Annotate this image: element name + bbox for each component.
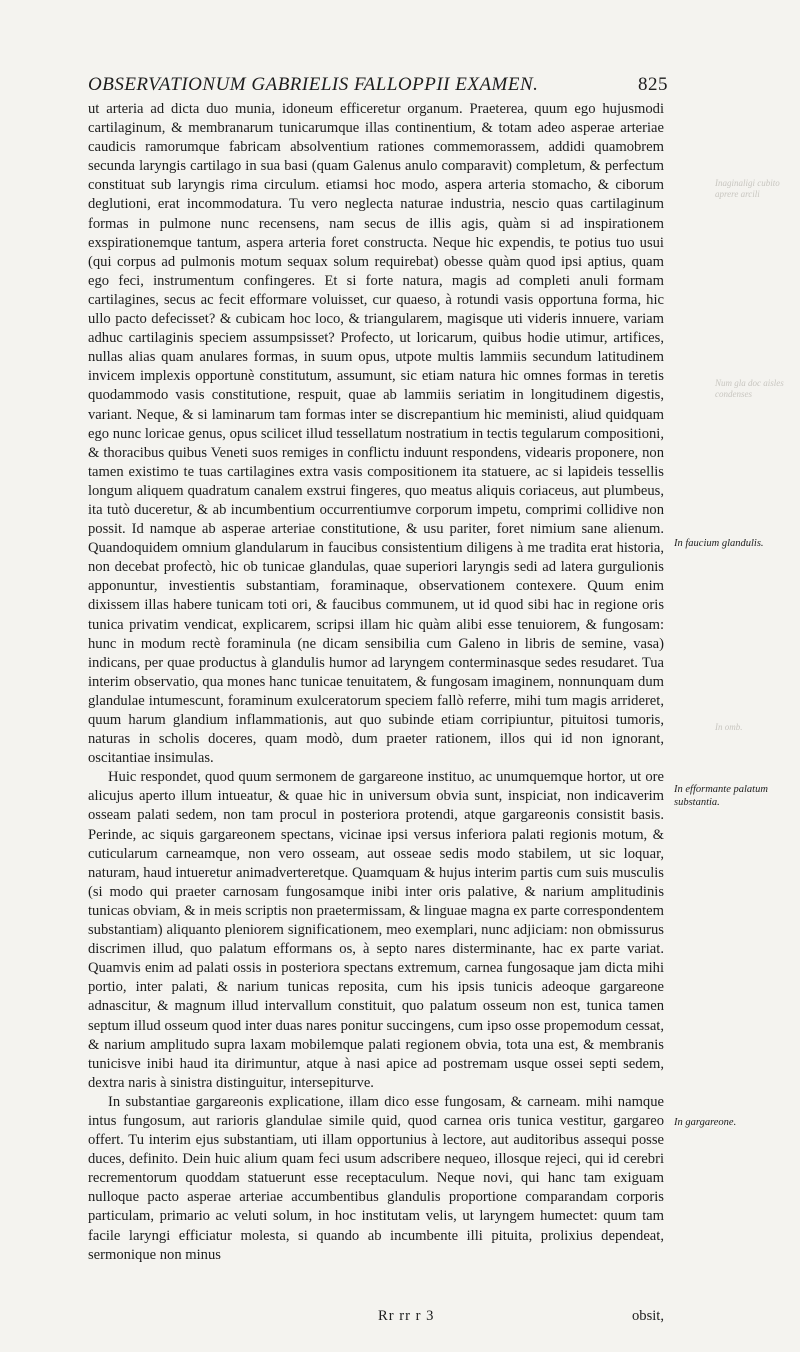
signature-mark: Rr rr r 3 <box>378 1308 435 1324</box>
running-header <box>88 74 668 96</box>
bleed-through-note-1: Inaginaligi cubito aprere arcili <box>715 178 780 199</box>
paragraph-1: ut arteria ad dicta duo munia, idoneum efficeretur organum. Praeterea, quum ego hujusmodi cartilaginum, & membranarum tunicarumque illas continentium, & totam adeo asperae arteriae caudicis ramorumque fabricam absolventium rationes commemorassem, addidi quamobrem secunda laryngis cartilago in sua basi (quam Galenus anulo comparavit) completum, & perfectum constituat sub laryngis rima circulum. etiamsi hoc modo, aspera arteria stomacho, & ciborum deglutioni, erat incommodatura. Tu vero neglecta naturae industria, nescio quas cartilaginum formas in pulmone nunc recensens, nam secus de illis agis, quàm si ad inspirationem exspirationemque tantum, aspera arteria foret constructa. Neque hic expendis, te potius tuo usui (qui corpus ad pulmonis motum sequax solum requirebat) obesse quàm quod ipsi aptius, quam ego feci, instrumentum confingeres. Et si forte natura, magis ad completi anuli formam cartilagines, secus ac fecit efformare voluisset, cur quaeso, à rotundi vasis opportuna forma, hic ullo pacto defecisset? & cubicam hoc loco, & triangularem, magisque uti videris innuere, variam adhuc cartilaginis speciem assumpsisset? Profecto, ut loricarum, quibus hodie utimur, artifices, nullas alias quam anulares formas, in suum opus, utpote multis lammiis secundum latitudinem invicem implexis opportunè constitutum, assumunt, sic etiam natura hic omnes formas in teretis quodammodo vasis constitutione, respuit, quae ab lammiis seriatim in longitudinem digestis, variant. Neque, & si laminarum tam formas inter se discrepantium hic meministi, aliud quidquam ego nunc loricae genus, opus scilicet illud tessellatum nostratium in tectis tegularum compositioni, & thoracibus quibus Veneti suos remiges in conflictu induunt respondens, videaris proponere, non tamen existimo te tuas cartilagines extra vasis compositionem ita statuere, ac si lapideis tessellis longum aliquem quadratum canalem exstrui fingeres, quo meatus aliquis coriaceus, aut plumbeus, ita tutò duceretur, & ab incumbentium occurrentiumve corporum impetu, comprimi collidive non possit. Id namque ab asperae arteriae constitutione, & usu pariter, foret nimium sane alienum. Quandoquidem omnium glandularum in faucibus consistentium diligens à me tradita erat historia, non decebat profectò, hic ob tunicae glandulas, quae superiori laryngis sedi ad latera gurgulionis apponuntur, investientis substantiam, foraminaque, observationem contexere. Quum enim dixissem illas habere tunicam toti ori, & faucibus communem, ut id quod sibi hac in regione oris tunica privatim vendicat, explicarem, scripsi illam hic quàm alibi esse tenuiorem, & fungosam: hunc in modum rectè foraminula (ne dicam sensibilia cum Galeno in libris de semine, vasa) indicans, per quae productus à glandulis humor ad laryngem conterminasque sedes resudaret. Tua interim observatio, qua mones hanc tunicae tenuitatem, & fungosam imaginem, nonnunquam dum glandulae intumescunt, foraminum exulceratorum speciem fallò referre, mihi tum magis arrideret, quum harum glandium inflammationis, aut quo subinde etiam corripiuntur, pituitosi tumoris, naturas in scholis doceres, quam modò, dum praeter rationem, illos qui id non ignorant, oscitantiae insimulas. <box>88 101 664 767</box>
bleed-through-note-3: In omb. <box>715 722 743 732</box>
catchword: obsit, <box>631 1308 664 1324</box>
body-text <box>88 100 664 1265</box>
margin-note-faucium: In faucium glandulis. <box>674 538 764 549</box>
running-title: OBSERVATIONUM GABRIELIS FALLOPPII EXAMEN. <box>88 74 539 95</box>
paragraph-3: In substantiae gargareonis explicatione, illam dico esse fungosam, & carneam. mihi namque intus fungosum, aut rarioris glandulae simile quid, quod carnea oris tunica vestitur, gargareo offert. Tu interim ejus substantiam, uti illam opportunius à lectore, aut auditoribus assequi posse duces, definito. Dein huic alium quam feci usum adscribere nequeo, illosque rejeci, qui id cerebri recrementorum quoddam statuerunt esse receptaculum. Neque novi, qui hanc tam exiguam nulloque pacto asperae arteriae accumbentibus glandulis proportione comparandam corporis particulam, primario ac veluti solum, in hoc institutam velis, ut laryngem humectet: quum tam facile laryngi efficiatur molesta, si quando ab incumbente illi pituita, prolixius dependeat, sermonique non minus <box>88 1093 664 1263</box>
margin-note-gargareone: In gargareone. <box>674 1117 737 1128</box>
bleed-through-note-2: Num gla doc aisles condenses <box>715 378 784 399</box>
page-number: 825 <box>638 74 668 95</box>
paragraph-2: Huic respondet, quod quum sermonem de gargareone instituo, ac unumquemque hortor, ut ore alicujus aperto illum intueatur, & quae hic in universum obvia sunt, inspiciat, non indicaverim osseam palati sedem, non tam procul in posteriora protendi, atque gargareonis consistit basis. Perinde, ac siquis gargareonem spectans, vicinae ipsi versus inferiora palati regionis motum, & cuticularum carneamque, non vero osseam, aut osseae sedis modo stabilem, ut sic loquar, naturam, haud intueretur animadverteretque. Quamquam & hujus interim partis cum suis musculis (si modo qui praeter carnosam fungosamque inibi inter oris palative, & narium amplitudinis tunicas obviam, & in meis scriptis non praetermissam, & linguae magna ex parte correspondentem substantiam) aliquanto pleniorem significationem, meo exemplari, nunc adjiciam: non obmissurus discrimen illud, quo palatum efformans os, à septo nares disterminante, hac ex parte variat. Quamvis enim ad palati ossis in posteriora spectans extremum, carnea fungosaque jam dicta mihi portio, inter palati, & narium tunicas reposita, cum his ipsis tunicis adeoque gargareone adnascitur, & magnum illud intervallum constituit, quo palatum osseum non est, tunica tamen septum illud osseum quod inter duas nares ponitur succingens, cum ipso osse propemodum cessat, & narium amplitudo supra laxam mobilemque palati regionem obvia, tota una est, & membranis tunicisve inibi haud ita dirimuntur, atque à nasi apice ad postremam usque ossei septi sedem, dextra naris à sinistra distinguitur, intersepiturve. <box>88 769 664 1091</box>
margin-note-palatum: In efformante palatum substantia. <box>674 784 768 808</box>
